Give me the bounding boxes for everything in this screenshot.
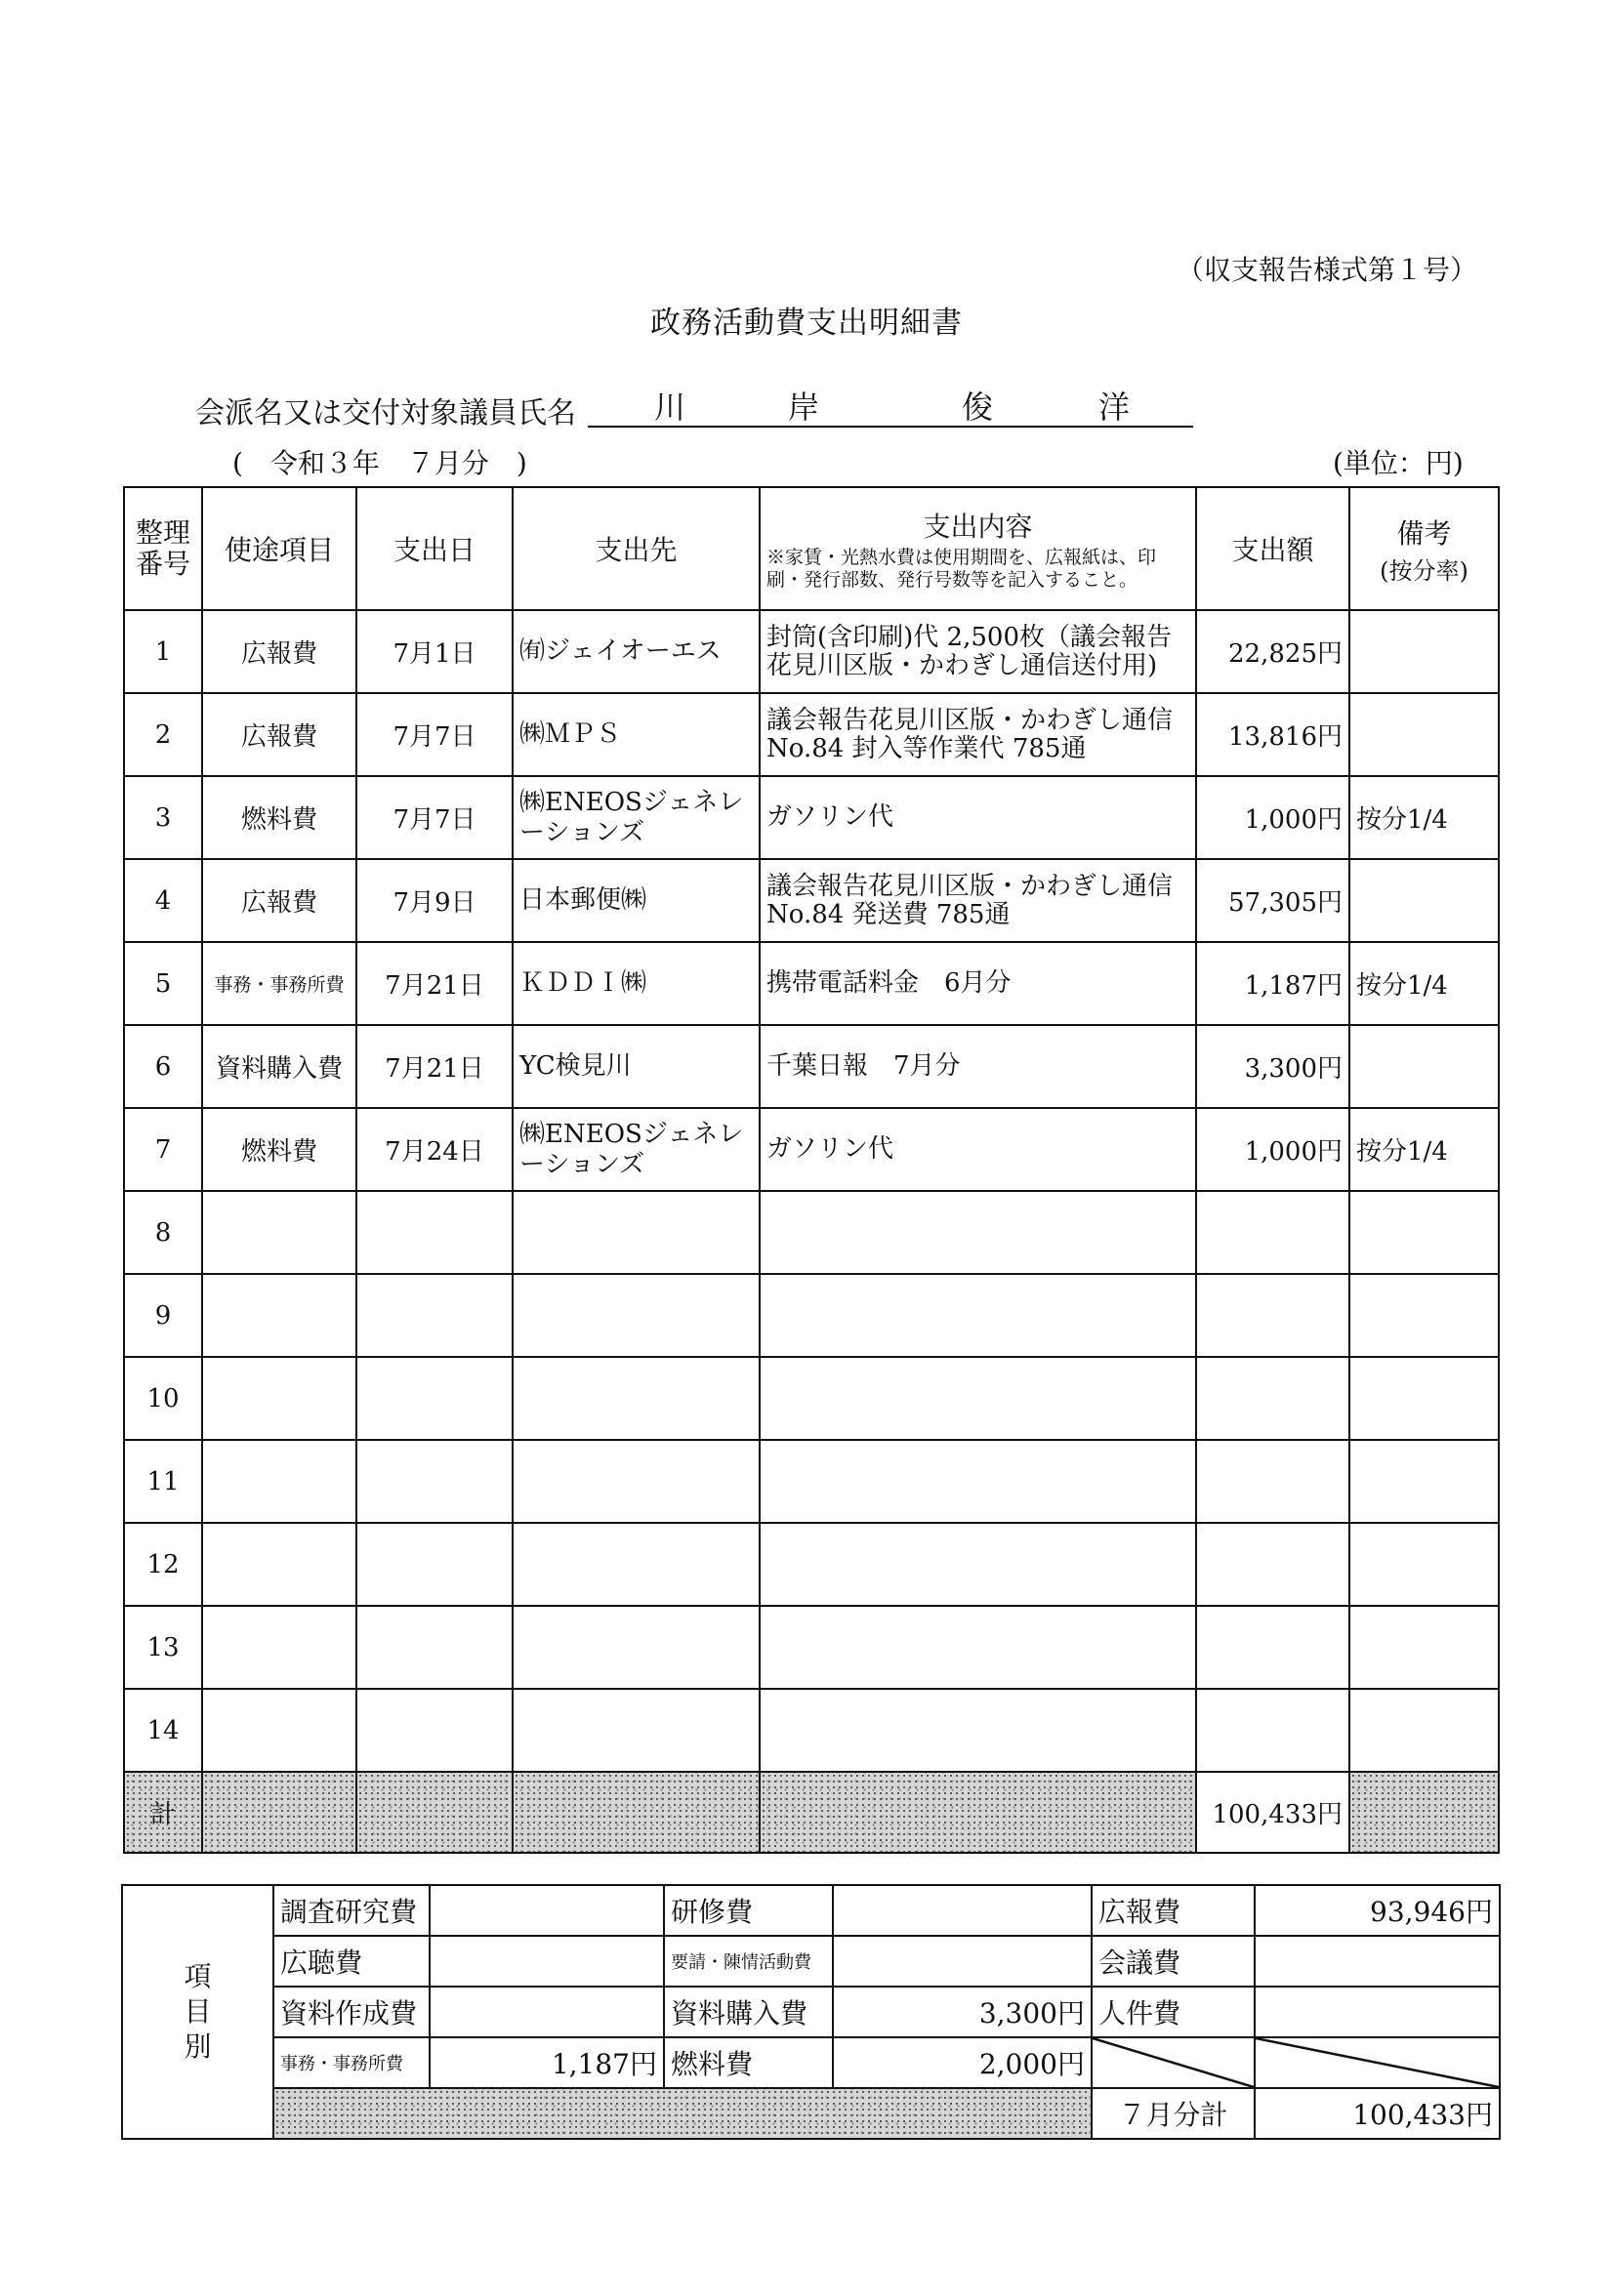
row-content bbox=[760, 1606, 1196, 1689]
row-payee: ㈱ENEOSジェネレーションズ bbox=[513, 776, 760, 859]
table-row bbox=[124, 693, 1499, 776]
summary-side-char: 目 bbox=[184, 1995, 212, 2028]
row-date bbox=[356, 1606, 513, 1689]
row-content bbox=[760, 1523, 1196, 1606]
header-content-note: ※家賃・光熱水費は使用期間を、広報紙は、印刷・発行部数、発行号数等を記入すること。 bbox=[766, 547, 1157, 591]
row-remarks bbox=[1349, 1025, 1499, 1108]
row-content: ガソリン代 bbox=[760, 1108, 1196, 1191]
row-payee: ㈱ENEOSジェネレーションズ bbox=[513, 1108, 760, 1191]
row-date bbox=[356, 1440, 513, 1523]
table-row bbox=[124, 1440, 1499, 1523]
summary-value bbox=[430, 1936, 664, 1987]
row-amount: 3,300円 bbox=[1196, 1025, 1349, 1108]
row-date bbox=[356, 1191, 513, 1274]
row-amount: 1,187円 bbox=[1196, 942, 1349, 1025]
row-remarks bbox=[1349, 859, 1499, 942]
summary-row bbox=[122, 2037, 1500, 2088]
row-content bbox=[760, 1689, 1196, 1772]
row-date: 7月24日 bbox=[356, 1108, 513, 1191]
table-row bbox=[124, 1689, 1499, 1772]
total-row bbox=[124, 1772, 1499, 1853]
summary-label: 研修費 bbox=[664, 1885, 833, 1936]
row-content bbox=[760, 1357, 1196, 1440]
row-content: ガソリン代 bbox=[760, 776, 1196, 859]
row-date bbox=[356, 1523, 513, 1606]
row-remarks bbox=[1349, 1523, 1499, 1606]
expenditure-table bbox=[123, 486, 1500, 1854]
summary-side-char: 別 bbox=[184, 2030, 212, 2063]
row-category bbox=[202, 1357, 356, 1440]
total-filler bbox=[513, 1772, 760, 1853]
row-remarks: 按分1/4 bbox=[1349, 776, 1499, 859]
summary-total-row bbox=[122, 2088, 1500, 2139]
row-date: 7月7日 bbox=[356, 776, 513, 859]
row-category bbox=[202, 1191, 356, 1274]
row-category bbox=[202, 1440, 356, 1523]
row-remarks bbox=[1349, 1689, 1499, 1772]
row-payee bbox=[513, 1689, 760, 1772]
table-row bbox=[124, 1606, 1499, 1689]
summary-value bbox=[430, 1885, 664, 1936]
row-amount bbox=[1196, 1440, 1349, 1523]
row-date: 7月9日 bbox=[356, 859, 513, 942]
row-date bbox=[356, 1357, 513, 1440]
row-payee bbox=[513, 1357, 760, 1440]
row-number: 12 bbox=[124, 1523, 202, 1606]
total-filler bbox=[356, 1772, 513, 1853]
row-number: 9 bbox=[124, 1274, 202, 1357]
row-remarks bbox=[1349, 1606, 1499, 1689]
row-remarks bbox=[1349, 610, 1499, 693]
form-number: （収支報告様式第１号） bbox=[1177, 254, 1478, 286]
table-row bbox=[124, 1523, 1499, 1606]
row-number: 14 bbox=[124, 1689, 202, 1772]
summary-label: 事務・事務所費 bbox=[273, 2037, 430, 2088]
summary-diagonal-blank bbox=[1255, 2037, 1500, 2088]
summary-row bbox=[122, 1885, 1500, 1936]
row-payee bbox=[513, 1191, 760, 1274]
row-amount bbox=[1196, 1689, 1349, 1772]
summary-row bbox=[122, 1987, 1500, 2037]
summary-side-label bbox=[122, 1885, 273, 2139]
summary-row bbox=[122, 1936, 1500, 1987]
summary-value: 2,000円 bbox=[833, 2037, 1092, 2088]
row-number: 6 bbox=[124, 1025, 202, 1108]
row-amount: 22,825円 bbox=[1196, 610, 1349, 693]
member-name bbox=[588, 383, 1193, 428]
row-payee bbox=[513, 1274, 760, 1357]
row-amount bbox=[1196, 1357, 1349, 1440]
row-payee bbox=[513, 1523, 760, 1606]
total-filler bbox=[760, 1772, 1196, 1853]
category-summary-table bbox=[121, 1884, 1501, 2140]
summary-label: 会議費 bbox=[1092, 1936, 1255, 1987]
member-name-char: 洋 bbox=[1098, 389, 1131, 426]
row-number: 2 bbox=[124, 693, 202, 776]
row-number: 11 bbox=[124, 1440, 202, 1523]
row-amount bbox=[1196, 1274, 1349, 1357]
header-remarks-sub: (按分率) bbox=[1380, 556, 1468, 585]
row-category bbox=[202, 1606, 356, 1689]
summary-label: 広聴費 bbox=[273, 1936, 430, 1987]
row-category: 広報費 bbox=[202, 610, 356, 693]
row-payee bbox=[513, 1606, 760, 1689]
summary-value bbox=[430, 1987, 664, 2037]
row-amount: 1,000円 bbox=[1196, 1108, 1349, 1191]
table-row bbox=[124, 1357, 1499, 1440]
row-date: 7月21日 bbox=[356, 942, 513, 1025]
document-title: 政務活動費支出明細書 bbox=[650, 306, 963, 341]
summary-label: 要請・陳情活動費 bbox=[664, 1936, 833, 1987]
row-remarks bbox=[1349, 1357, 1499, 1440]
header-remarks bbox=[1349, 487, 1499, 610]
total-amount: 100,433円 bbox=[1196, 1772, 1349, 1853]
member-name-char: 俊 bbox=[962, 389, 994, 426]
table-row bbox=[124, 1274, 1499, 1357]
summary-value: 93,946円 bbox=[1255, 1885, 1500, 1936]
summary-value: 3,300円 bbox=[833, 1987, 1092, 2037]
summary-label: 燃料費 bbox=[664, 2037, 833, 2088]
table-row bbox=[124, 610, 1499, 693]
row-date: 7月7日 bbox=[356, 693, 513, 776]
summary-label: 調査研究費 bbox=[273, 1885, 430, 1936]
header-content bbox=[760, 487, 1196, 610]
total-label: 計 bbox=[124, 1772, 202, 1853]
row-payee: ＫＤＤＩ㈱ bbox=[513, 942, 760, 1025]
summary-total-value: 100,433円 bbox=[1255, 2088, 1500, 2139]
row-content: 議会報告花見川区版・かわぎし通信No.84 封入等作業代 785通 bbox=[760, 693, 1196, 776]
summary-side-char: 項 bbox=[184, 1960, 212, 1992]
row-category: 資料購入費 bbox=[202, 1025, 356, 1108]
row-payee: 日本郵便㈱ bbox=[513, 859, 760, 942]
unit-label: (単位：円) bbox=[1333, 447, 1464, 479]
table-row bbox=[124, 1108, 1499, 1191]
row-category bbox=[202, 1523, 356, 1606]
table-header-row bbox=[124, 487, 1499, 610]
row-remarks: 按分1/4 bbox=[1349, 942, 1499, 1025]
row-date bbox=[356, 1274, 513, 1357]
row-content: 千葉日報 7月分 bbox=[760, 1025, 1196, 1108]
row-remarks bbox=[1349, 693, 1499, 776]
row-amount bbox=[1196, 1523, 1349, 1606]
summary-label: 人件費 bbox=[1092, 1987, 1255, 2037]
summary-diagonal-blank bbox=[1092, 2037, 1255, 2088]
row-category: 広報費 bbox=[202, 859, 356, 942]
summary-label: 資料作成費 bbox=[273, 1987, 430, 2037]
summary-value bbox=[833, 1885, 1092, 1936]
table-row bbox=[124, 1191, 1499, 1274]
summary-label: 資料購入費 bbox=[664, 1987, 833, 2037]
row-remarks: 按分1/4 bbox=[1349, 1108, 1499, 1191]
summary-value: 1,187円 bbox=[430, 2037, 664, 2088]
row-remarks bbox=[1349, 1191, 1499, 1274]
total-filler bbox=[1349, 1772, 1499, 1853]
row-number: 10 bbox=[124, 1357, 202, 1440]
row-number: 1 bbox=[124, 610, 202, 693]
summary-value bbox=[833, 1936, 1092, 1987]
period: ( 令和３年 ７月分 ) bbox=[232, 447, 527, 479]
row-content bbox=[760, 1440, 1196, 1523]
summary-label: 広報費 bbox=[1092, 1885, 1255, 1936]
summary-value bbox=[1255, 1936, 1500, 1987]
row-amount bbox=[1196, 1191, 1349, 1274]
row-number: 13 bbox=[124, 1606, 202, 1689]
summary-total-label: ７月分計 bbox=[1092, 2088, 1255, 2139]
table-row bbox=[124, 1025, 1499, 1108]
row-number: 7 bbox=[124, 1108, 202, 1191]
row-amount bbox=[1196, 1606, 1349, 1689]
row-content: 封筒(含印刷)代 2,500枚（議会報告花見川区版・かわぎし通信送付用) bbox=[760, 610, 1196, 693]
row-payee: ㈲ジェイオーエス bbox=[513, 610, 760, 693]
header-content-title: 支出内容 bbox=[923, 511, 1033, 543]
summary-value bbox=[1255, 1987, 1500, 2037]
row-category: 燃料費 bbox=[202, 1108, 356, 1191]
member-name-char: 岸 bbox=[788, 389, 820, 426]
row-amount: 1,000円 bbox=[1196, 776, 1349, 859]
header-date: 支出日 bbox=[356, 487, 513, 610]
header-category: 使途項目 bbox=[202, 487, 356, 610]
summary-filler bbox=[273, 2088, 1092, 2139]
table-row bbox=[124, 942, 1499, 1025]
member-label: 会派名又は交付対象議員氏名 bbox=[195, 396, 576, 430]
row-category bbox=[202, 1274, 356, 1357]
row-date bbox=[356, 1689, 513, 1772]
row-amount: 13,816円 bbox=[1196, 693, 1349, 776]
member-name-char: 川 bbox=[654, 389, 686, 426]
row-number: 8 bbox=[124, 1191, 202, 1274]
row-content: 携帯電話料金 6月分 bbox=[760, 942, 1196, 1025]
row-date: 7月21日 bbox=[356, 1025, 513, 1108]
row-content: 議会報告花見川区版・かわぎし通信No.84 発送費 785通 bbox=[760, 859, 1196, 942]
row-category: 燃料費 bbox=[202, 776, 356, 859]
header-amount: 支出額 bbox=[1196, 487, 1349, 610]
table-row bbox=[124, 859, 1499, 942]
header-payee: 支出先 bbox=[513, 487, 760, 610]
header-remarks-title: 備考 bbox=[1396, 516, 1452, 550]
row-payee: YC検見川 bbox=[513, 1025, 760, 1108]
row-category: 事務・事務所費 bbox=[202, 942, 356, 1025]
row-number: 3 bbox=[124, 776, 202, 859]
header-no: 整理 番号 bbox=[124, 487, 202, 610]
row-content bbox=[760, 1191, 1196, 1274]
row-number: 4 bbox=[124, 859, 202, 942]
row-payee bbox=[513, 1440, 760, 1523]
row-content bbox=[760, 1274, 1196, 1357]
row-remarks bbox=[1349, 1440, 1499, 1523]
row-category bbox=[202, 1689, 356, 1772]
row-amount: 57,305円 bbox=[1196, 859, 1349, 942]
table-row bbox=[124, 776, 1499, 859]
total-filler bbox=[202, 1772, 356, 1853]
row-category: 広報費 bbox=[202, 693, 356, 776]
row-remarks bbox=[1349, 1274, 1499, 1357]
row-date: 7月1日 bbox=[356, 610, 513, 693]
row-number: 5 bbox=[124, 942, 202, 1025]
row-payee: ㈱ＭＰＳ bbox=[513, 693, 760, 776]
